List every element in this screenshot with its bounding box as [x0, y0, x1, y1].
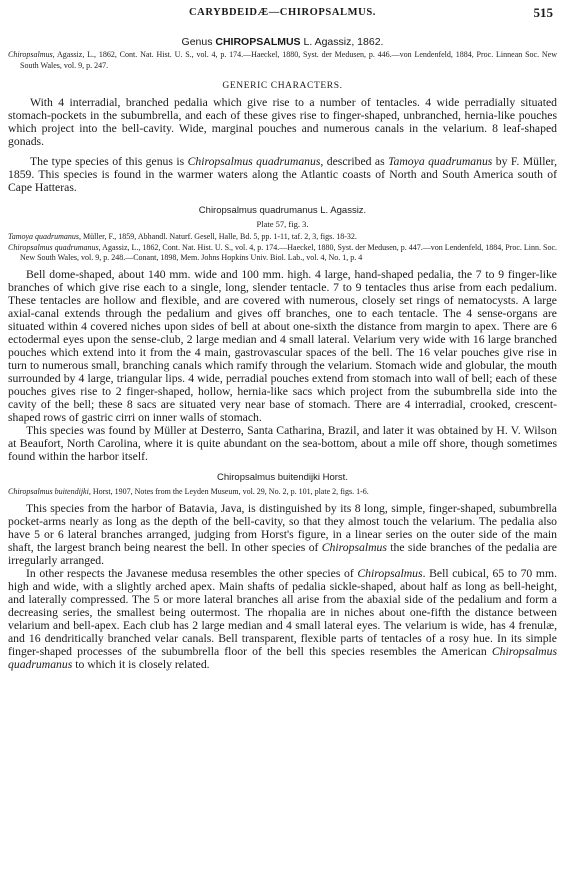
synonymy-name: Tamoya quadrumanus: [8, 232, 80, 241]
species-1-heading: Chiropsalmus quadrumanus L. Agassiz.: [198, 205, 367, 216]
page-number: 515: [533, 5, 553, 20]
synonymy-entry: [8, 243, 557, 264]
genus-synonymy: [8, 50, 557, 71]
genus-synonymy-text: , Agassiz, L., 1862, Cont. Nat. Hist. U. S., vol. 4, p. 174.—Haeckel, 1880, Syst. der Medusen, p. 446.—von Lendenfeld, 1884, Proc. Linnean Soc. New South Wales, vol. 9, p. 247.: [20, 50, 557, 70]
species-2-body: [8, 502, 557, 671]
synonymy-text: , Müller, F., 1859, Abhandl. Naturf. Gesell, Halle, Bd. 5, pp. 1-11, taf. 2, 3, figs. 18-32.: [79, 232, 357, 241]
para-text: The type species of this genus is: [30, 155, 188, 168]
genus-synonymy-entry: [8, 50, 557, 71]
species-1-para-1: Bell dome-shaped, about 140 mm. wide and 100 mm. high. 4 large, hand-shaped pedalia, the 7 to 9 finger-like branches of which give rise each to a single, long, slender tentacle. 7 to 9 tentacles thus arise from each pedalium. These tentacles are hollow and flexible, and are covered with numerous, closely set rings of nematocysts. A large axial-canal extends through the pedalium and gives off branches, one to each tentacle. The 4 sense-organs are situated within 4 covered niches upon sides of bell at about one-sixth the distance from margin to apex. There are 6 ectodermal eyes upon the sense-club, 2 large median and 4 small lateral. Velarium very wide with 16 large branched pouches which extend into it from the 4 main, gastrovascular spaces of the bell. The 16 velar pouches give rise in turn to numerous small, branching canals which ramify through the velarium. Stomach wide and globular, the mouth surrounded by 4 large, triangular lips. 4 wide, perradial pouches extend from stomach into wall of bell; each of these pouches gives rise to 2 finger-shaped, hollow, hernia-like sacs which project from the subumbrella side into the cavity of the bell; these 8 sacs are situated very near base of stomach. There are 4 interradial, crooked, crescent-shaped rows of gastric cirri on inner walls of stomach.: [8, 267, 557, 424]
para-text: . Bell cubical, 65 to 70 mm. high and wide, with a slightly arched apex. Main shafts of pedalia sickle-shaped, about half as long as bell-height, and laterally compressed. The 5 or more lateral branches all arise from the abaxial side of the pedalium and form a decreasing series, the smallest being outermost. The rhopalia are in niches about one-fifth the distance between velarium and bell-apex. Each club has 2 large median and 4 small lateral eyes. The velarium is wide, has 4 frenulæ, and 16 dendritically branched velar canals. Bell transparent, flexible parts of tentacles of a rosy hue. In its simple finger-shaped processes of the subumbrella floor of the bell this species resembles the American: [8, 567, 557, 658]
synonymy-entry: [8, 487, 557, 498]
genus-name: Chiropsalmus: [321, 541, 387, 554]
genus-heading: [8, 36, 557, 48]
synonymy-name: Chiropsalmus buitendijki: [8, 486, 89, 496]
genus-heading-prefix: Genus: [181, 36, 216, 48]
species-1-body: [8, 268, 557, 463]
species-name: Chiropsalmus quadrumanus: [187, 155, 321, 168]
synonymy-entry: [8, 232, 557, 243]
species-1-synonymy: [8, 232, 557, 264]
para-text: , described as: [320, 155, 389, 168]
para-text: to which it is closely related.: [72, 658, 210, 671]
running-header: [8, 6, 557, 24]
generic-characters-para-2: [8, 155, 557, 194]
species-1-para-2: This species was found by Müller at Desterro, Santa Catharina, Brazil, and later it was obtained by H. V. Wilson at Beaufort, North Carolina, where it is quite abundant on the sea-bottom, about a mile off shore, though sometimes found within the harbor itself.: [8, 423, 557, 463]
generic-characters-heading: GENERIC CHARACTERS.: [222, 81, 343, 91]
generic-characters-body: [8, 96, 557, 194]
species-name: Chiropsalmus quadrumanus: [8, 645, 557, 671]
species-2-heading: Chiropsalmus buitendijki Horst.: [217, 471, 348, 483]
para-text: the side branches of the pedalia are irregularly arranged.: [8, 541, 557, 567]
genus-name: Chiropsalmus: [357, 567, 423, 580]
species-1-plate: Plate 57, fig. 3.: [256, 219, 309, 229]
para-text: In other respects the Javanese medusa resembles the other species of: [26, 567, 358, 580]
species-2-synonymy: [8, 487, 557, 498]
para-text: by F. Müller, 1859. This species is found in the warmer waters along the Atlantic coasts of North and South America south of Cape Hatteras.: [8, 155, 558, 194]
synonymy-text: , Horst, 1907, Notes from the Leyden Museum, vol. 29, No. 2, p. 101, plate 2, figs. 1-6.: [88, 486, 369, 496]
generic-characters-para-1: With 4 interradial, branched pedalia which give rise to a number of tentacles. 4 wide perradially situated stomach-pockets in the subumbrella, and each of these gives rise to finger-shaped, unbranched, hernia-like pouches which project into the bell-cavity. Wide, marginal pouches and numerous canals in the velarium. 8 leaf-shaped gonads.: [8, 96, 557, 148]
running-title: CARYBDEIDÆ—CHIROPSALMUS.: [188, 7, 376, 18]
para-text: This species from the harbor of Batavia, Java, is distinguished by its 8 long, simple, finger-shaped, subumbrella pocket-arms nearly as long as the depth of the bell-cavity, so that they almost touch the velarium. The pedalia also have 5 or 6 lateral branches arranged, judging from Horst's figure, in a linear series on the outer side of the main shaft, the largest branch being nearest the bell. In other species of: [8, 502, 557, 554]
synonymy-text: , Agassiz, L., 1862, Cont. Nat. Hist. U. S., vol. 4, p. 174.—Haeckel, 1880, Syst. der Medusen, p. 447.—von Lendenfeld, 1884, Proc. Linn. Soc. New South Wales, vol. 9, p. 248.—Conant, 1898, Mem. Johns Hopkins Univ. Biol. Lab., vol. 4, No. 1, p. 4: [20, 242, 558, 262]
synonymy-name: Chiropsalmus quadrumanus: [8, 242, 99, 252]
genus-heading-name: CHIROPSALMUS: [215, 36, 301, 48]
species-2-para-1: [8, 502, 557, 567]
genus-heading-suffix: L. Agassiz, 1862.: [300, 36, 384, 48]
species-name: Tamoya quadrumanus: [388, 155, 493, 168]
genus-synonymy-name: Chiropsalmus: [8, 50, 53, 59]
species-2-para-2: [8, 567, 557, 671]
